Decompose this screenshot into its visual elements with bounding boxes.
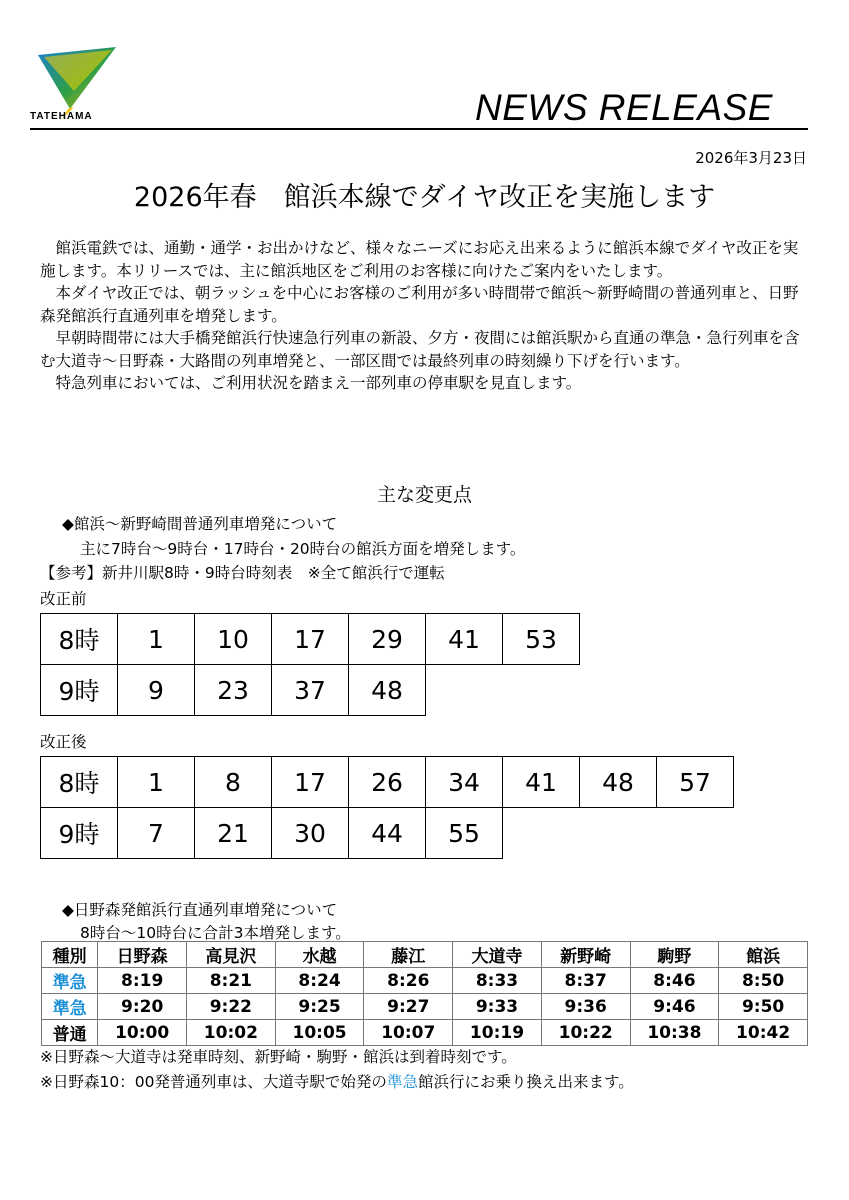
minute-cell: 37 xyxy=(272,665,349,716)
empty-cell xyxy=(657,808,734,859)
minute-cell: 34 xyxy=(426,757,503,808)
change2-heading: ◆日野森発館浜行直通列車増発について xyxy=(62,901,338,919)
time-cell: 9:46 xyxy=(630,994,719,1020)
table-row xyxy=(41,614,580,665)
change1-reference: 【参考】新井川駅8時・9時台時刻表 ※全て館浜行で運転 xyxy=(40,564,445,582)
time-cell: 10:19 xyxy=(453,1020,542,1046)
minute-cell: 41 xyxy=(503,757,580,808)
change1-detail: 主に7時台～9時台・17時台・20時台の館浜方面を増発します。 xyxy=(80,540,526,558)
minute-cell: 17 xyxy=(272,614,349,665)
time-cell: 10:38 xyxy=(630,1020,719,1046)
intro-text xyxy=(40,237,810,395)
minute-cell: 48 xyxy=(580,757,657,808)
time-cell: 8:46 xyxy=(630,968,719,994)
minute-cell: 53 xyxy=(503,614,580,665)
direct-train-table xyxy=(41,941,808,1046)
time-cell: 10:42 xyxy=(719,1020,808,1046)
table-row xyxy=(41,808,734,859)
change2-detail: 8時台～10時台に合計3本増発します。 xyxy=(80,924,351,942)
minute-cell: 57 xyxy=(657,757,734,808)
time-cell: 9:22 xyxy=(187,994,276,1020)
minute-cell: 8 xyxy=(195,757,272,808)
time-cell: 8:26 xyxy=(364,968,453,994)
train-type-cell: 準急 xyxy=(42,994,98,1020)
column-header: 高見沢 xyxy=(187,942,276,968)
time-cell: 10:02 xyxy=(187,1020,276,1046)
column-header: 藤江 xyxy=(364,942,453,968)
minute-cell: 41 xyxy=(426,614,503,665)
minute-cell: 29 xyxy=(349,614,426,665)
empty-cell xyxy=(580,808,657,859)
intro-paragraph: 本ダイヤ改正では、朝ラッシュを中心にお客様のご利用が多い時間帯で館浜～新野崎間の普通列車と、日野森発館浜行直通列車を増発します。 xyxy=(40,284,799,325)
time-cell: 8:50 xyxy=(719,968,808,994)
time-cell: 10:07 xyxy=(364,1020,453,1046)
table-row xyxy=(42,1020,808,1046)
time-cell: 8:21 xyxy=(187,968,276,994)
time-cell: 8:24 xyxy=(275,968,364,994)
column-header: 種別 xyxy=(42,942,98,968)
train-type-cell: 普通 xyxy=(42,1020,98,1046)
hour-cell: 9時 xyxy=(41,808,118,859)
header-rule xyxy=(30,128,808,130)
change1-heading: ◆館浜～新野崎間普通列車増発について xyxy=(62,515,338,533)
time-cell: 10:22 xyxy=(541,1020,630,1046)
note-1: ※日野森～大道寺は発車時刻、新野崎・駒野・館浜は到着時刻です。 xyxy=(40,1048,517,1066)
note-2-prefix: ※日野森10：00発普通列車は、大道寺駅で始発の xyxy=(40,1073,387,1091)
time-cell: 9:27 xyxy=(364,994,453,1020)
time-cell: 10:05 xyxy=(275,1020,364,1046)
minute-cell: 21 xyxy=(195,808,272,859)
minute-cell: 10 xyxy=(195,614,272,665)
minute-cell: 23 xyxy=(195,665,272,716)
timetable-after xyxy=(40,756,734,859)
minute-cell: 30 xyxy=(272,808,349,859)
minute-cell: 26 xyxy=(349,757,426,808)
news-release-headline: NEWS RELEASE xyxy=(475,87,773,128)
time-cell: 10:00 xyxy=(98,1020,187,1046)
hour-cell: 8時 xyxy=(41,614,118,665)
section-heading: 主な変更点 xyxy=(376,484,472,506)
minute-cell: 1 xyxy=(118,614,195,665)
hour-cell: 8時 xyxy=(41,757,118,808)
minute-cell: 1 xyxy=(118,757,195,808)
minute-cell: 44 xyxy=(349,808,426,859)
note-2-suffix: 館浜行にお乗り換え出来ます。 xyxy=(417,1073,634,1091)
table-row xyxy=(41,757,734,808)
time-cell: 8:19 xyxy=(98,968,187,994)
table-row xyxy=(42,994,808,1020)
column-header: 新野崎 xyxy=(541,942,630,968)
before-label: 改正前 xyxy=(40,590,87,608)
time-cell: 8:33 xyxy=(453,968,542,994)
after-label: 改正後 xyxy=(40,733,87,751)
page-title: 2026年春 館浜本線でダイヤ改正を実施します xyxy=(133,182,716,213)
time-cell: 9:25 xyxy=(275,994,364,1020)
empty-cell xyxy=(503,808,580,859)
column-header: 駒野 xyxy=(630,942,719,968)
time-cell: 9:20 xyxy=(98,994,187,1020)
table-header-row xyxy=(42,942,808,968)
minute-cell: 17 xyxy=(272,757,349,808)
table-row xyxy=(42,968,808,994)
company-name: TATEHAMA xyxy=(30,111,93,122)
column-header: 日野森 xyxy=(98,942,187,968)
time-cell: 9:50 xyxy=(719,994,808,1020)
time-cell: 8:37 xyxy=(541,968,630,994)
minute-cell: 55 xyxy=(426,808,503,859)
column-header: 水越 xyxy=(275,942,364,968)
empty-cell xyxy=(426,665,503,716)
hour-cell: 9時 xyxy=(41,665,118,716)
intro-paragraph: 館浜電鉄では、通勤・通学・お出かけなど、様々なニーズにお応え出来るように館浜本線でダイヤ改正を実施します。本リリースでは、主に館浜地区をご利用のお客様に向けたご案内をいたします。 xyxy=(40,239,799,280)
column-header: 館浜 xyxy=(719,942,808,968)
table-row xyxy=(41,665,580,716)
minute-cell: 7 xyxy=(118,808,195,859)
release-date: 2026年3月23日 xyxy=(695,149,807,167)
note-2 xyxy=(40,1070,634,1092)
time-cell: 9:36 xyxy=(541,994,630,1020)
timetable-before xyxy=(40,613,580,716)
intro-paragraph: 早朝時間帯には大手橋発館浜行快速急行列車の新設、夕方・夜間には館浜駅から直通の準急・急行列車を含む大道寺～日野森・大路間の列車増発と、一部区間では最終列車の時刻繰り下げを行います。 xyxy=(40,329,800,370)
train-type-cell: 準急 xyxy=(42,968,98,994)
intro-paragraph: 特急列車においては、ご利用状況を踏まえ一部列車の停車駅を見直します。 xyxy=(55,374,582,392)
minute-cell: 48 xyxy=(349,665,426,716)
minute-cell: 9 xyxy=(118,665,195,716)
note-2-highlight: 準急 xyxy=(386,1073,418,1091)
empty-cell xyxy=(503,665,580,716)
column-header: 大道寺 xyxy=(453,942,542,968)
time-cell: 9:33 xyxy=(453,994,542,1020)
